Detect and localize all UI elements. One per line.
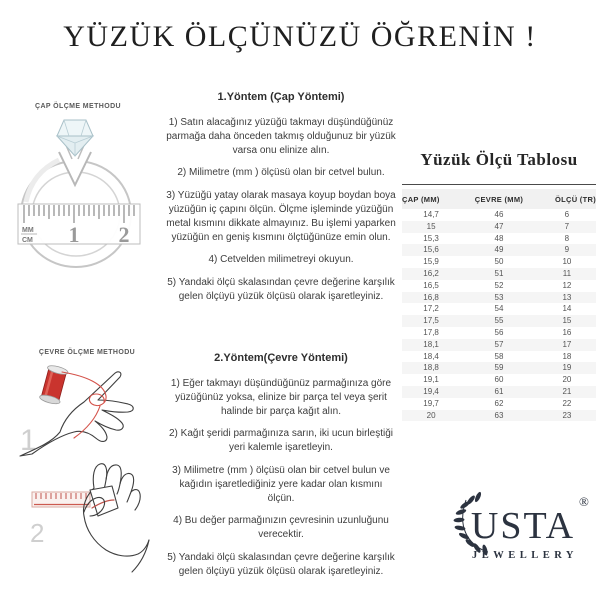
table-cell: 22 xyxy=(562,398,572,408)
size-table-header xyxy=(402,189,596,209)
table-row xyxy=(402,374,596,386)
ruler-mark-1: 1 xyxy=(68,222,80,247)
method1-section xyxy=(166,91,396,313)
cap-method-label: ÇAP ÖLÇME METHODU xyxy=(34,103,121,110)
table-cell: 17 xyxy=(562,339,572,349)
size-table xyxy=(402,189,596,421)
table-cell: 14 xyxy=(562,304,572,314)
table-cell: 60 xyxy=(494,375,504,385)
table-cell: 23 xyxy=(562,410,572,420)
table-row xyxy=(402,244,596,256)
method2-heading: 2.Yöntem(Çevre Yöntemi) xyxy=(214,352,348,364)
table-cell: 9 xyxy=(564,245,570,255)
method1-heading: 1.Yöntem (Çap Yöntemi) xyxy=(217,91,345,103)
table-row xyxy=(402,268,596,280)
table-cell: 62 xyxy=(494,398,504,408)
table-cell: 63 xyxy=(494,410,504,420)
table-cell: 14,7 xyxy=(423,210,439,219)
table-cell: 51 xyxy=(494,268,504,278)
step-text: 4) Cetvelden milimetreyi okuyun. xyxy=(208,254,354,266)
pinch-hand-icon xyxy=(83,464,149,572)
usta-logo xyxy=(437,490,597,562)
table-cell: 46 xyxy=(494,210,504,219)
table-cell: 12 xyxy=(562,280,572,290)
table-row xyxy=(402,398,596,410)
table-row xyxy=(402,209,596,221)
table-cell: 53 xyxy=(494,292,504,302)
size-table-body xyxy=(402,209,596,421)
step-text: 2) Milimetre (mm ) ölçüsü olan bir cetvel bulun. xyxy=(177,167,385,179)
hand-icon xyxy=(20,372,133,456)
table-cell: 18,4 xyxy=(423,351,439,361)
step-text: 5) Yandaki ölçü skalasından çevre değerine karşılık gelen ölçüyü yüzük ölçüsü olarak işaretleyiniz. xyxy=(167,277,395,302)
table-cell: 17,5 xyxy=(423,316,439,326)
table-row xyxy=(402,280,596,292)
table-row xyxy=(402,351,596,363)
table-row xyxy=(402,386,596,398)
diamond-icon xyxy=(57,120,93,185)
col-header-cevre: ÇEVRE (MM) xyxy=(460,189,538,209)
table-cell: 19,7 xyxy=(423,398,439,408)
table-cell: 54 xyxy=(494,304,504,314)
step-text: 2) Kağıt şeridi parmağınıza sarın, iki ucun birleştiği yeri kalemle işaretleyin. xyxy=(169,428,393,454)
table-cell: 13 xyxy=(562,292,572,302)
cevre-method-label: ÇEVRE ÖLÇME METHODU xyxy=(38,349,136,356)
table-cell: 11 xyxy=(562,268,572,278)
table-cell: 21 xyxy=(562,386,572,396)
method2-steps xyxy=(166,377,396,579)
table-cell: 15 xyxy=(426,221,436,231)
table-divider xyxy=(402,184,596,185)
method1-steps xyxy=(166,116,396,304)
small-ruler-icon xyxy=(32,492,90,507)
table-cell: 19,1 xyxy=(423,375,439,385)
table-cell: 16,8 xyxy=(423,292,439,302)
table-cell: 52 xyxy=(494,280,504,290)
table-row xyxy=(402,315,596,327)
hand-ruler-illustration xyxy=(10,462,160,574)
table-cell: 20 xyxy=(426,410,436,420)
table-cell: 16,5 xyxy=(423,280,439,290)
table-cell: 49 xyxy=(494,245,504,255)
table-cell: 7 xyxy=(564,221,570,231)
table-row xyxy=(402,327,596,339)
table-cell: 10 xyxy=(562,257,572,267)
table-cell: 15,3 xyxy=(423,233,439,243)
table-cell: 48 xyxy=(494,233,504,243)
size-table-panel xyxy=(402,150,596,421)
logo-text: USTA xyxy=(470,505,576,547)
table-cell: 15,6 xyxy=(423,245,439,255)
ruler-mark-2: 2 xyxy=(118,222,130,247)
step-text: 3) Milimetre (mm ) ölçüsü olan bir cetvel bulun ve kağıdın işaretlediğiniz yere kadar olan kısmını ölçün. xyxy=(172,464,390,504)
table-row xyxy=(402,292,596,304)
step-text: 1) Eğer takmayı düşündüğünüz parmağınıza göre yüzüğünüz yoksa, elinize bir parça tel veya şerit halinde bir parça kağıt alın. xyxy=(170,378,392,417)
table-cell: 59 xyxy=(494,363,504,373)
table-cell: 18,8 xyxy=(423,363,439,373)
table-cell: 15 xyxy=(562,316,572,326)
table-cell: 18 xyxy=(562,351,572,361)
step-1-numeral: 1 xyxy=(20,424,37,457)
table-cell: 58 xyxy=(494,351,504,361)
table-row xyxy=(402,362,596,374)
hand-thread-illustration xyxy=(8,358,168,466)
table-cell: 18,1 xyxy=(423,339,439,349)
table-row xyxy=(402,233,596,245)
col-header-cap: ÇAP (MM) xyxy=(402,189,460,209)
table-cell: 55 xyxy=(494,316,504,326)
size-table-title: Yüzük Ölçü Tablosu xyxy=(420,150,578,169)
table-cell: 6 xyxy=(564,210,570,219)
table-cell: 16,2 xyxy=(423,268,439,278)
table-row xyxy=(402,410,596,422)
table-cell: 61 xyxy=(494,386,504,396)
logo-registered-mark: ® xyxy=(579,494,589,509)
table-cell: 17,2 xyxy=(423,304,439,314)
table-row xyxy=(402,221,596,233)
table-cell: 19 xyxy=(562,363,572,373)
ruler-icon xyxy=(18,204,140,247)
table-cell: 8 xyxy=(564,233,570,243)
table-cell: 17,8 xyxy=(423,327,439,337)
step-text: 5) Yandaki ölçü skalasından çevre değerine karşılık gelen ölçüyü yüzük ölçüsü olarak işaretleyiniz. xyxy=(167,551,395,577)
table-cell: 20 xyxy=(562,375,572,385)
thread-spool-icon xyxy=(39,364,69,405)
col-header-olcu: ÖLÇÜ (TR) xyxy=(538,189,596,209)
method2-section xyxy=(166,352,396,588)
table-cell: 57 xyxy=(494,339,504,349)
ring-diameter-illustration xyxy=(12,112,152,270)
step-text: 4) Bu değer parmağınızın çevresinin uzunluğunu verecektir. xyxy=(173,515,389,541)
table-row xyxy=(402,256,596,268)
table-cell: 15,9 xyxy=(423,257,439,267)
step-text: 3) Yüzüğü yatay olarak masaya koyup boydan boya yüzüğün iç çapını ölçün. Ölçme işleminde yüzüğün metal kısmını dikkate almayınız. Bu işlemi yaparken yüzüğün en geniş kısmını ölçtüğünüze emin olun. xyxy=(166,190,396,243)
table-cell: 16 xyxy=(562,327,572,337)
table-row xyxy=(402,303,596,315)
table-cell: 47 xyxy=(494,221,504,231)
step-text: 1) Satın alacağınız yüzüğü takmayı düşündüğünüz parmağa daha önceden takmış olduğunuz bir yüzük varsa onu elinize alın. xyxy=(166,117,396,156)
table-cell: 19,4 xyxy=(423,386,439,396)
table-cell: 50 xyxy=(494,257,504,267)
ruler-unit-mm: MM xyxy=(22,227,34,234)
ruler-unit-cm: CM xyxy=(22,237,33,244)
step-2-numeral: 2 xyxy=(30,518,45,548)
table-cell: 56 xyxy=(494,327,504,337)
page-title: YÜZÜK ÖLÇÜNÜZÜ ÖĞRENİN ! xyxy=(63,20,537,53)
logo-subtitle: JEWELLERY xyxy=(471,550,579,561)
table-row xyxy=(402,339,596,351)
